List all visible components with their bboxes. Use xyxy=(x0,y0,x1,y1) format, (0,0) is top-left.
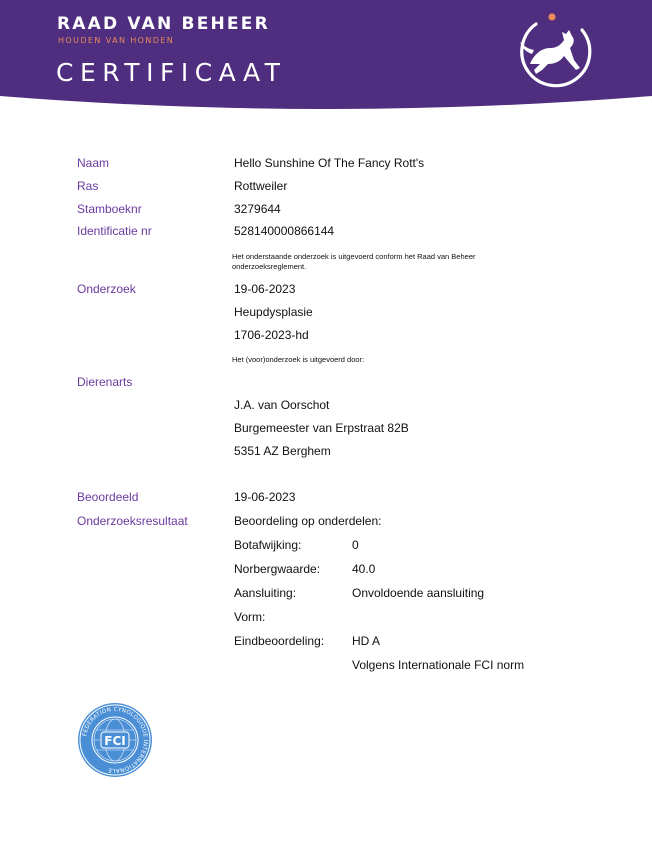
performed-by-note: Het (voor)onderzoek is uitgevoerd door: xyxy=(232,355,365,364)
regulation-note xyxy=(232,252,476,272)
exam-type: Heupdysplasie xyxy=(234,305,313,319)
result-value: Onvoldoende aansluiting xyxy=(352,586,485,600)
judged-label: Beoordeeld xyxy=(77,490,139,504)
result-intro: Beoordeling op onderdelen: xyxy=(234,514,382,528)
vet-street: Burgemeester van Erpstraat 82B xyxy=(234,421,409,435)
judged-date: 19-06-2023 xyxy=(234,490,296,504)
vet-name: J.A. van Oorschot xyxy=(234,398,330,412)
result-value: HD A xyxy=(352,634,381,648)
dog-breed: Rottweiler xyxy=(234,179,288,193)
identification-label: Identificatie nr xyxy=(77,224,152,238)
result-key: Aansluiting: xyxy=(234,586,297,600)
result-key: Norbergwaarde: xyxy=(234,562,321,576)
breed-label: Ras xyxy=(77,179,99,193)
fci-seal-icon xyxy=(77,702,153,778)
result-label: Onderzoeksresultaat xyxy=(77,514,188,528)
fci-seal-ring-text: FEDERATION CYNOLOGIQUE INTERNATIONALE xyxy=(82,706,149,774)
vet-label: Dierenarts xyxy=(77,375,133,389)
organization-tagline: HOUDEN VAN HONDEN xyxy=(58,36,175,45)
fci-seal-center: FCI xyxy=(104,734,126,748)
regulation-note-line-1: Het onderstaande onderzoek is uitgevoerd conform het Raad van Beheer xyxy=(232,252,476,261)
document-title: CERTIFICAAT xyxy=(56,58,287,87)
result-value: 0 xyxy=(352,538,359,552)
organization-name: RAAD VAN BEHEER xyxy=(57,14,270,34)
studbook-label: Stamboeknr xyxy=(77,202,142,216)
certificate-header xyxy=(0,0,652,116)
identification-number: 528140000866144 xyxy=(234,224,335,238)
exam-code: 1706-2023-hd xyxy=(234,328,309,342)
name-label: Naam xyxy=(77,156,110,170)
result-key: Botafwijking: xyxy=(234,538,302,552)
result-key: Vorm: xyxy=(234,610,266,624)
vet-city: 5351 AZ Berghem xyxy=(234,444,331,458)
exam-label: Onderzoek xyxy=(77,282,136,296)
exam-date: 19-06-2023 xyxy=(234,282,296,296)
result-key: Eindbeoordeling: xyxy=(234,634,325,648)
studbook-number: 3279644 xyxy=(234,202,281,216)
fci-norm-note: Volgens Internationale FCI norm xyxy=(352,658,525,672)
dog-name: Hello Sunshine Of The Fancy Rott's xyxy=(234,156,425,170)
leaping-dog-icon xyxy=(514,8,592,88)
regulation-note-line-2: onderzoeksreglement. xyxy=(232,262,307,271)
result-value: 40.0 xyxy=(352,562,376,576)
